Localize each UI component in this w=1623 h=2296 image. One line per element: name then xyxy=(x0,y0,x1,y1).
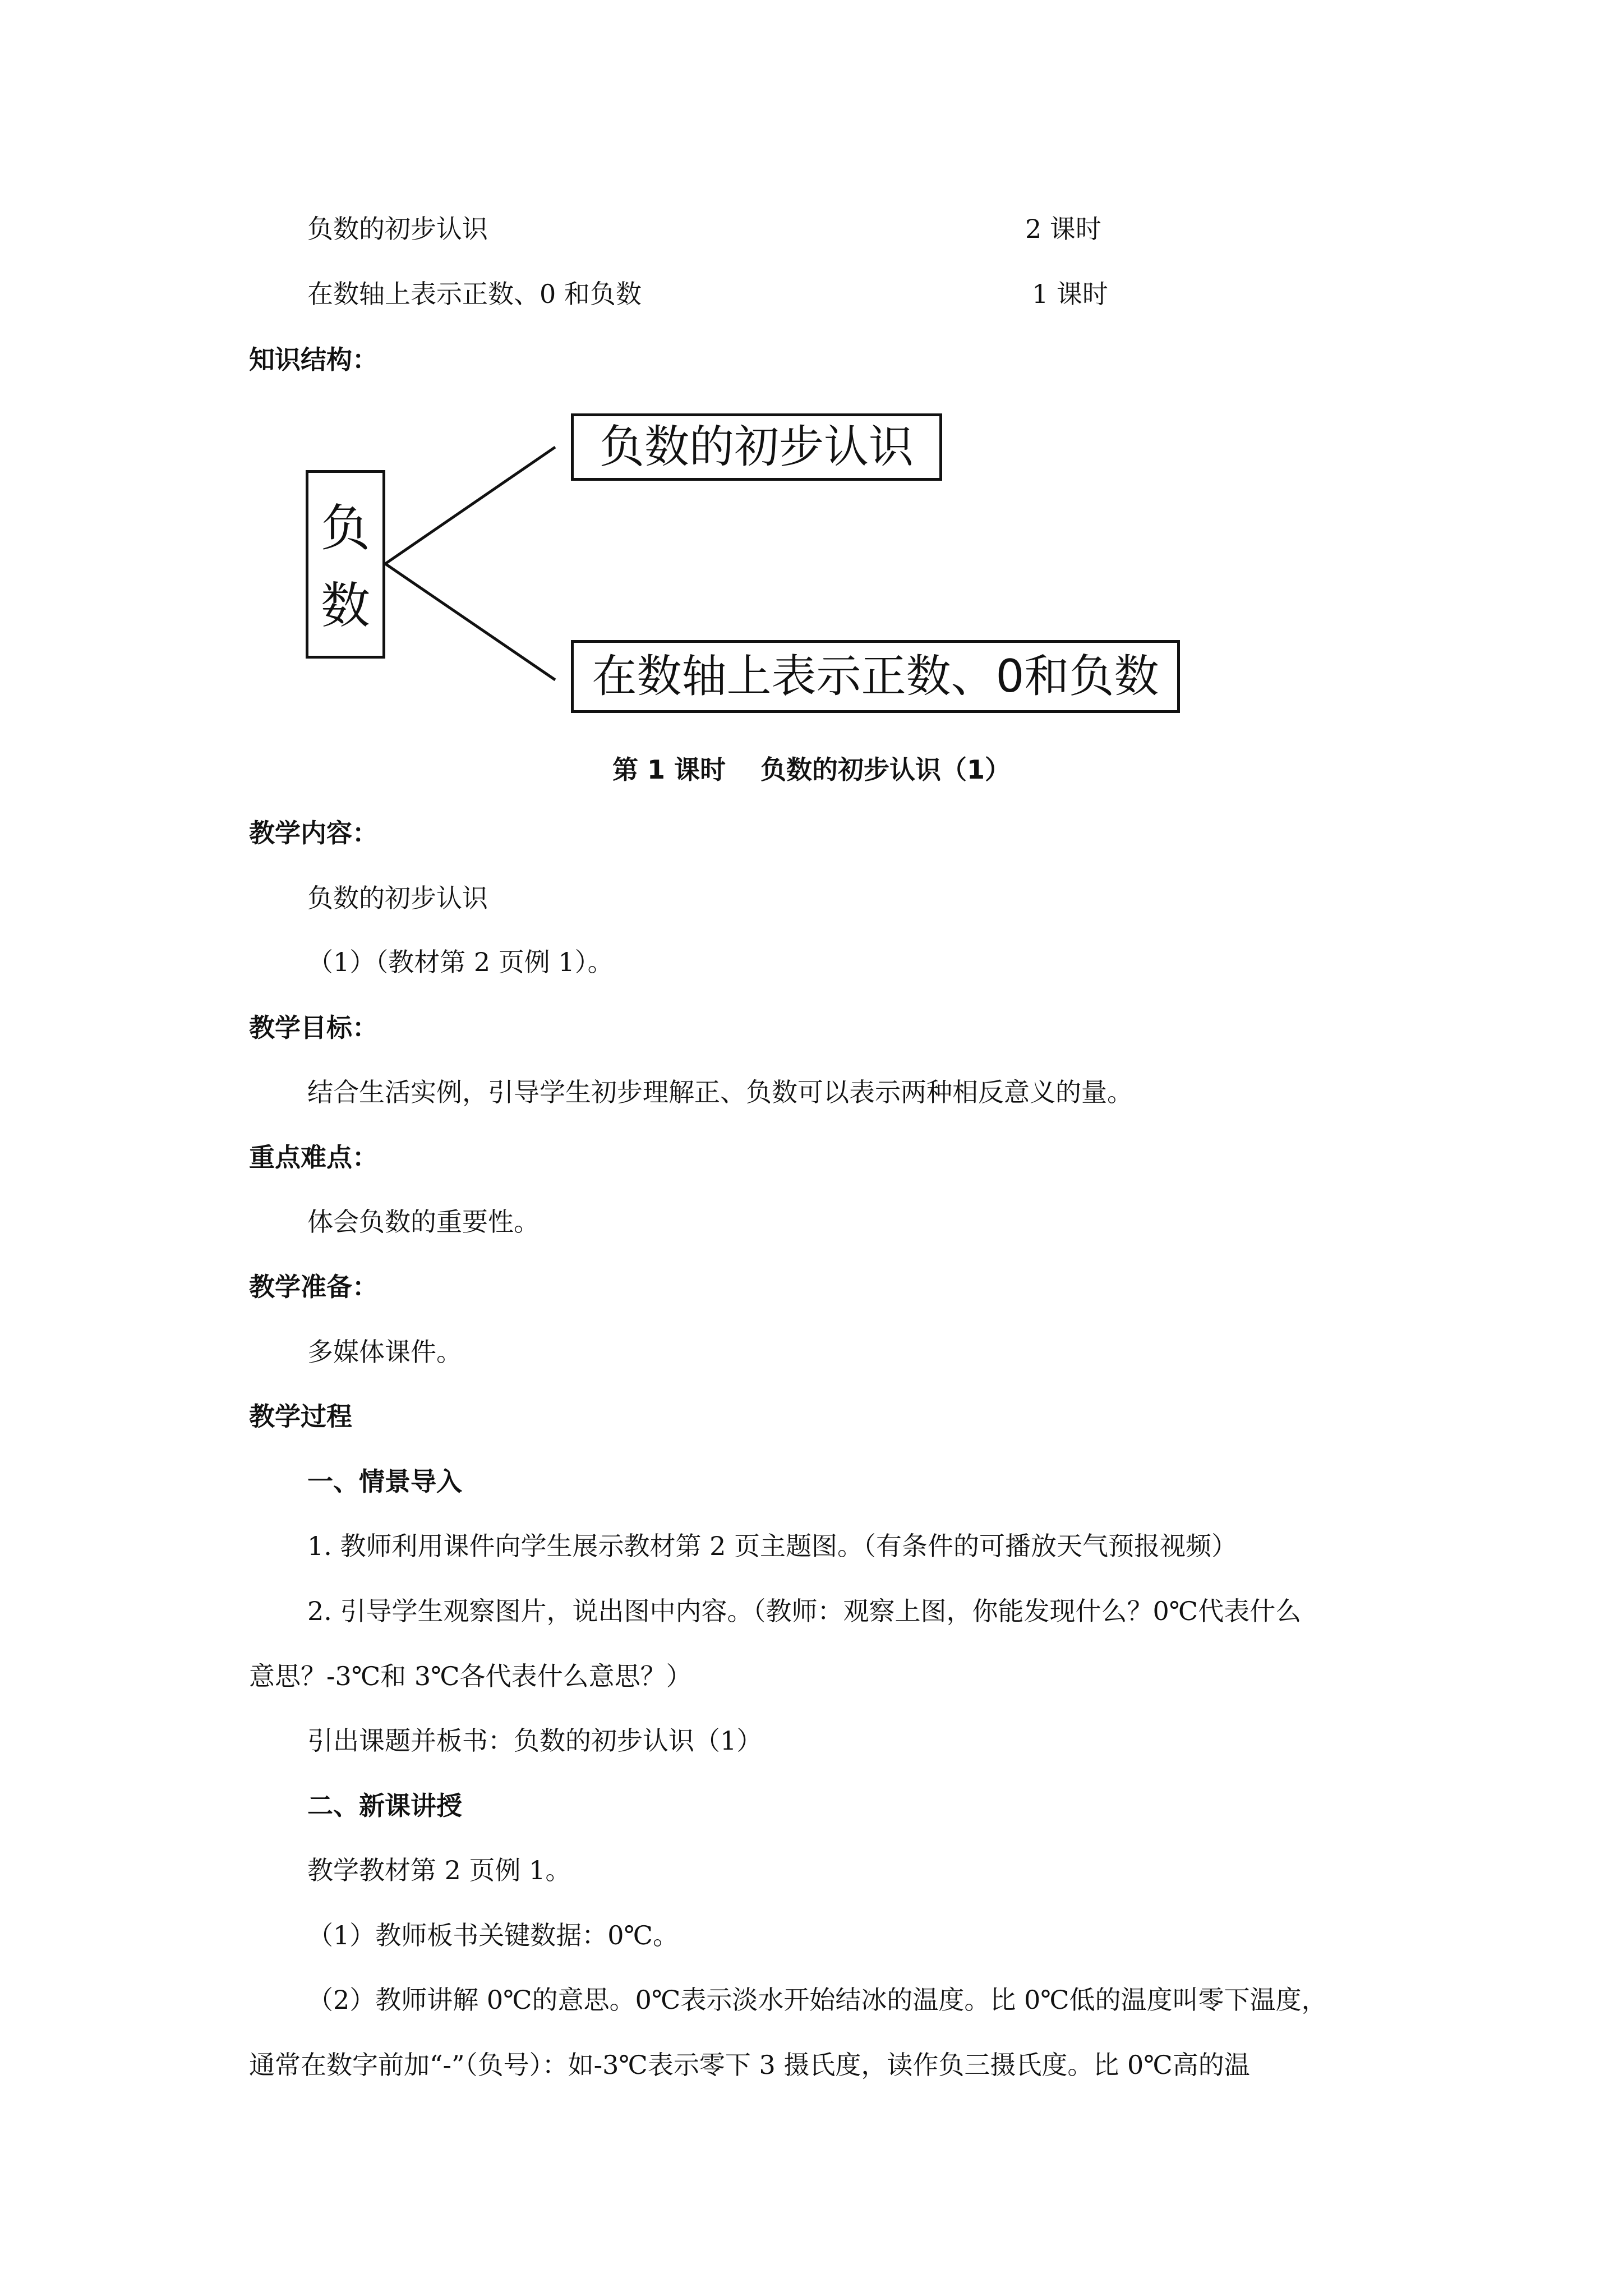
section-1-item-2-line-2: 意思？-3℃和 3℃各代表什么意思？） xyxy=(249,1661,692,1691)
diagram-branch-number-line xyxy=(571,640,1180,713)
lesson-title: 第 1 课时 负数的初步认识（1） xyxy=(612,754,1011,785)
schedule-topic-1: 负数的初步认识 xyxy=(307,214,488,244)
content-line-1: 负数的初步认识 xyxy=(307,883,488,913)
connector-line-upper xyxy=(385,447,555,564)
diagram-branch-number-line-label: 在数轴上表示正数、0和负数 xyxy=(592,650,1159,702)
diagram-root-char-1: 负 xyxy=(320,499,370,557)
diagram-root-char-2: 数 xyxy=(320,577,370,634)
diagram-branch-intro xyxy=(571,413,942,481)
content-line-2: （1）（教材第 2 页例 1）。 xyxy=(307,947,614,977)
schedule-periods-2: 1 课时 xyxy=(1032,279,1108,309)
key-points-heading: 重点难点： xyxy=(249,1142,378,1172)
key-points-text: 体会负数的重要性。 xyxy=(307,1207,540,1237)
connector-line-lower xyxy=(385,564,555,680)
section-1-title: 一、情景导入 xyxy=(307,1466,462,1497)
section-2-item-3-line-1: （2）教师讲解 0℃的意思。0℃表示淡水开始结冰的温度。比 0℃低的温度叫零下温度， xyxy=(307,1985,1327,2015)
knowledge-structure-heading: 知识结构： xyxy=(249,344,378,375)
objectives-heading: 教学目标： xyxy=(249,1013,378,1043)
section-1-item-1: 1. 教师利用课件向学生展示教材第 2 页主题图。（有条件的可播放天气预报视频） xyxy=(307,1531,1238,1561)
schedule-periods-1: 2 课时 xyxy=(1025,214,1101,244)
section-2-item-3-line-2: 通常在数字前加“-”（负号）：如-3℃表示零下 3 摄氏度，读作负三摄氏度。比 0℃高的温 xyxy=(249,2050,1250,2080)
section-2-title: 二、新课讲授 xyxy=(307,1791,462,1821)
section-1-item-3: 引出课题并板书：负数的初步认识（1） xyxy=(307,1726,763,1756)
section-1-item-2-line-1: 2. 引导学生观察图片，说出图中内容。（教师：观察上图，你能发现什么？0℃代表什么 xyxy=(307,1596,1302,1626)
content-heading: 教学内容： xyxy=(249,818,378,848)
process-heading: 教学过程 xyxy=(249,1401,352,1432)
diagram-branch-intro-label: 负数的初步认识 xyxy=(600,421,914,473)
diagram-root-box xyxy=(306,470,385,659)
schedule-topic-2: 在数轴上表示正数、0 和负数 xyxy=(307,279,642,309)
section-2-item-1: 教学教材第 2 页例 1。 xyxy=(307,1855,571,1885)
objectives-text: 结合生活实例，引导学生初步理解正、负数可以表示两种相反意义的量。 xyxy=(307,1077,1133,1107)
preparation-text: 多媒体课件。 xyxy=(307,1337,462,1367)
preparation-heading: 教学准备： xyxy=(249,1272,378,1302)
section-2-item-2: （1）教师板书关键数据：0℃。 xyxy=(307,1920,679,1950)
